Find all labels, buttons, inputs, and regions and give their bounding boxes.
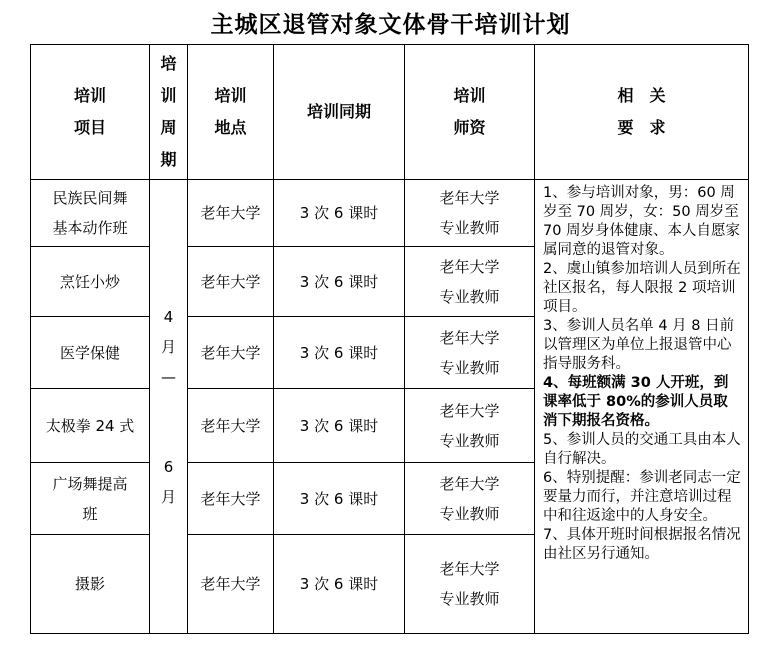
sessions-cell: 3 次 6 课时 <box>274 463 405 535</box>
header-requirements: 相 关 要 求 <box>535 45 749 180</box>
teachers-cell: 老年大学 专业教师 <box>405 247 535 317</box>
location-cell: 老年大学 <box>188 180 274 247</box>
requirement-item: 2、虞山镇参加培训人员到所在社区报名，每人限报 2 项培训项目。 <box>543 261 741 315</box>
sessions-cell: 3 次 6 课时 <box>274 180 405 247</box>
requirements-cell <box>535 180 749 634</box>
project-cell: 医学保健 <box>31 317 150 389</box>
sessions-cell: 3 次 6 课时 <box>274 317 405 389</box>
header-teachers: 培训 师资 <box>405 45 535 180</box>
teachers-cell: 老年大学 专业教师 <box>405 463 535 535</box>
project-cell: 民族民间舞 基本动作班 <box>31 180 150 247</box>
requirement-item: 1、参与培训对象，男：60 周岁至 70 周岁，女：50 周岁至 70 周岁身体健康、本人自愿家属同意的退管对象。 <box>543 185 741 258</box>
requirement-item: 6、特别提醒：参训老同志一定要量力而行，并注意培训过程中和往返途中的人身安全。 <box>543 470 741 524</box>
header-period: 培 训 周 期 <box>150 45 188 180</box>
training-plan-table <box>30 44 749 634</box>
header-project: 培训 项目 <box>31 45 150 180</box>
table-row <box>31 180 749 247</box>
location-cell: 老年大学 <box>188 535 274 634</box>
header-sessions: 培训同期 <box>274 45 405 180</box>
sessions-cell: 3 次 6 课时 <box>274 535 405 634</box>
requirement-item: 7、具体开班时间根据报名情况由社区另行通知。 <box>543 527 741 562</box>
requirement-item: 3、参训人员名单 4 月 8 日前以管理区为单位上报退管中心指导服务科。 <box>543 318 735 372</box>
teachers-cell: 老年大学 专业教师 <box>405 317 535 389</box>
teachers-cell: 老年大学 专业教师 <box>405 180 535 247</box>
header-row <box>31 45 749 180</box>
project-cell: 太极拳 24 式 <box>31 389 150 463</box>
header-location: 培训 地点 <box>188 45 274 180</box>
location-cell: 老年大学 <box>188 389 274 463</box>
sessions-cell: 3 次 6 课时 <box>274 389 405 463</box>
location-cell: 老年大学 <box>188 463 274 535</box>
requirement-item: 5、参训人员的交通工具由本人自行解决。 <box>543 432 741 467</box>
page-title: 主城区退管对象文体骨干培训计划 <box>210 12 571 38</box>
project-cell: 广场舞提高 班 <box>31 463 150 535</box>
sessions-cell: 3 次 6 课时 <box>274 247 405 317</box>
project-cell: 烹饪小炒 <box>31 247 150 317</box>
teachers-cell: 老年大学 专业教师 <box>405 535 535 634</box>
teachers-cell: 老年大学 专业教师 <box>405 389 535 463</box>
location-cell: 老年大学 <box>188 247 274 317</box>
project-cell: 摄影 <box>31 535 150 634</box>
requirement-item: 4、每班额满 30 人开班，到课率低于 80%的参训人员取消下期报名资格。 <box>543 375 729 429</box>
period-cell: 4 月 — 6 月 <box>150 180 188 634</box>
location-cell: 老年大学 <box>188 317 274 389</box>
